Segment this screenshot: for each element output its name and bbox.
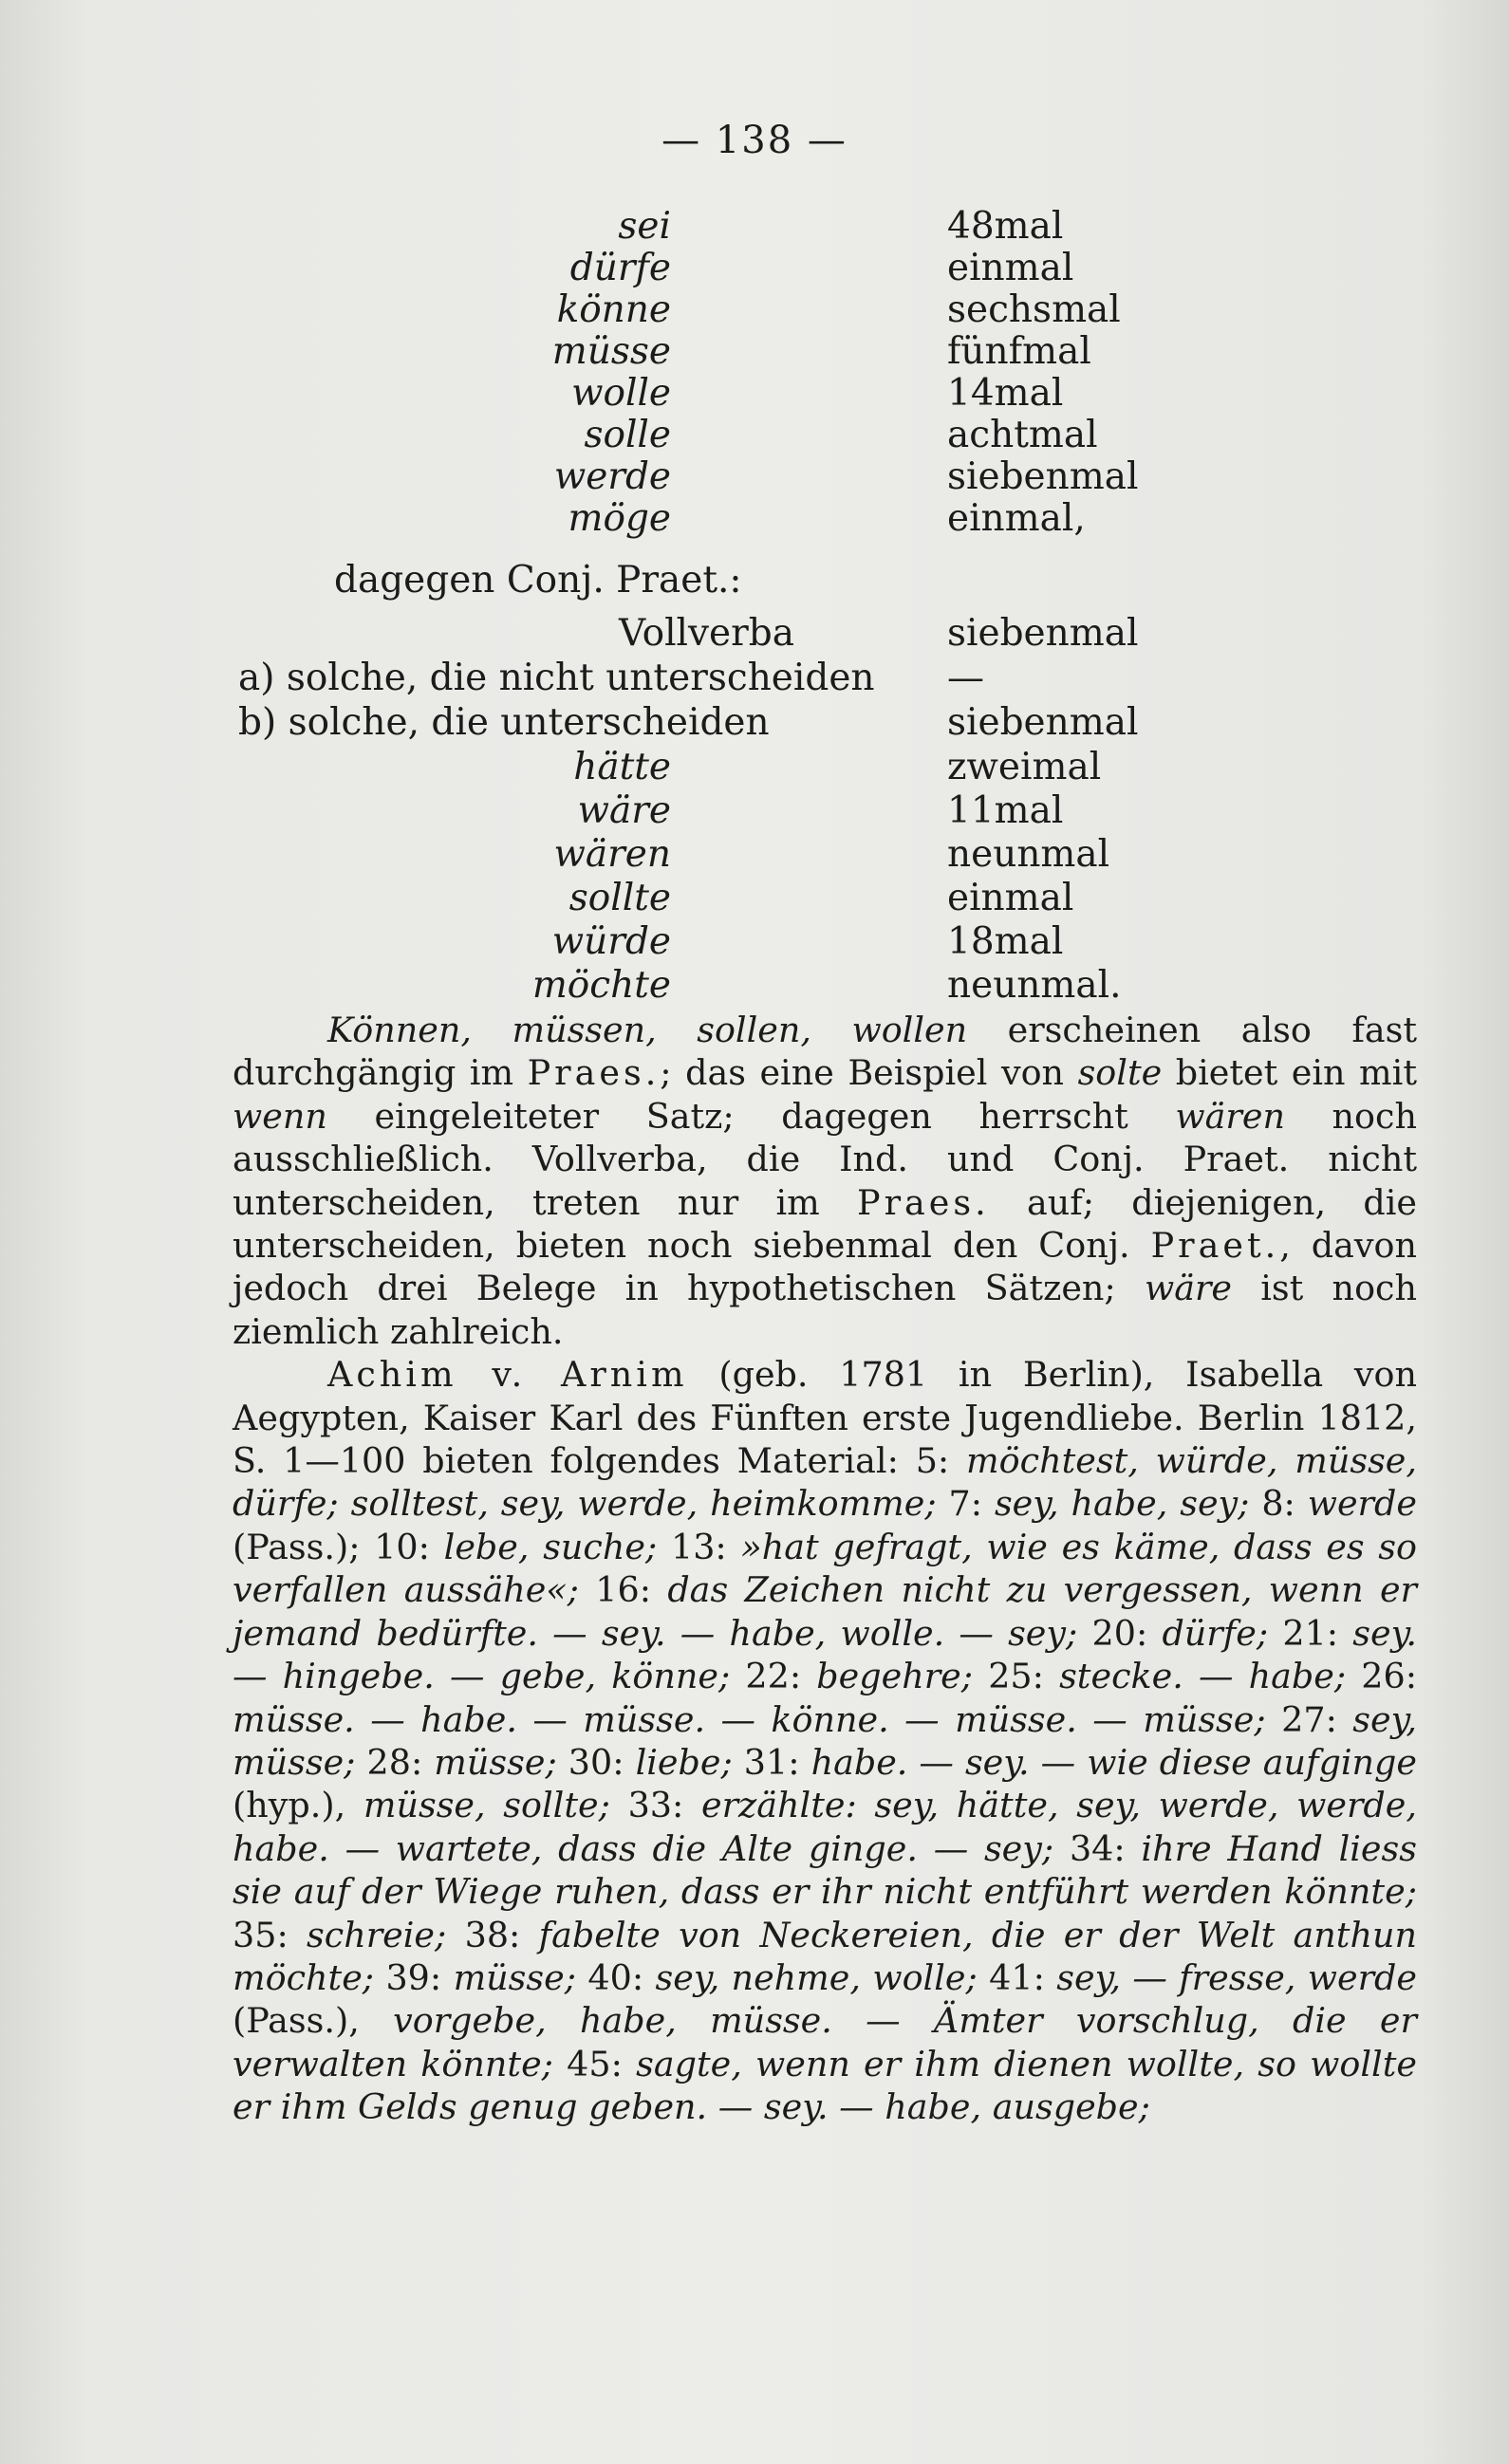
form-cell: wären: [553, 833, 671, 876]
form-cell: würde: [551, 920, 671, 963]
count-cell: 14mal: [947, 372, 1064, 415]
count-cell: einmal: [947, 247, 1074, 289]
form-cell: solle: [584, 414, 671, 456]
count-cell: einmal: [947, 877, 1074, 919]
form-cell: könne: [556, 288, 671, 331]
form-cell: sollte: [568, 877, 671, 919]
form-cell: möge: [568, 497, 671, 540]
form-cell: möchte: [531, 964, 671, 1007]
form-cell: sei: [618, 205, 671, 248]
form-cell: dürfe: [569, 247, 671, 289]
count-cell: neunmal.: [947, 964, 1122, 1007]
count-cell: achtmal: [947, 414, 1098, 456]
count-cell: siebenmal: [947, 612, 1139, 655]
form-cell: wäre: [577, 789, 671, 832]
form-cell: müsse: [551, 330, 671, 373]
section-label: a) solche, die nicht unterscheiden: [238, 657, 875, 699]
count-cell: sechsmal: [947, 288, 1121, 331]
section-label: dagegen Conj. Praet.:: [334, 559, 742, 602]
count-cell: siebenmal: [947, 455, 1139, 498]
count-cell: neunmal: [947, 833, 1110, 876]
body-text: [233, 1009, 1417, 2129]
form-cell: wolle: [571, 372, 671, 415]
section-label: b) solche, die unterscheiden: [238, 701, 770, 744]
paragraph: Achim v. Arnim (geb. 1781 in Berlin), Isabella von Aegypten, Kaiser Karl des Fünften erste Jugendliebe. Berlin 1812, S. 1—100 bieten folgendes Material: 5: möchtest, würde, müsse, dürfe; solltest, sey, werde, heimkomme; 7: sey, habe, sey; 8: werde (Pass.); 10: lebe, suche; 13: »hat gefragt, wie es käme, dass es so verfallen aussähe«; 16: das Zeichen nicht zu vergessen, wenn er jemand bedürfte. — sey. — habe, wolle. — sey; 20: dürfe; 21: sey. — hingebe. — gebe, könne; 22: begehre; 25: stecke. — habe; 26: müsse. — habe. — müsse. — könne. — müsse. — müsse; 27: sey, müsse; 28: müsse; 30: liebe; 31: habe. — sey. — wie diese aufginge (hyp.), müsse, sollte; 33: erzählte: sey, hätte, sey, werde, werde, habe. — wartete, dass die Alte ginge. — sey; 34: ihre Hand liess sie auf der Wiege ruhen, dass er ihr nicht entführt werden könnte; 35: schreie; 38: fabelte von Neckereien, die er der Welt anthun möchte; 39: müsse; 40: sey, nehme, wolle; 41: sey, — fresse, werde (Pass.), vorgebe, habe, müsse. — Ämter vorschlug, die er verwalten könnte; 45: sagte, wenn er ihm dienen wollte, so wollte er ihm Gelds genug geben. — sey. — habe, ausgebe;: [233, 1354, 1418, 2128]
paragraph: Können, müssen, sollen, wollen erscheinen also fast durchgängig im Praes.; das eine Beispiel von solte bietet ein mit wenn eingeleiteter Satz; dagegen herrscht wären noch ausschließlich. Vollverba, die Ind. und Conj. Praet. nicht unterscheiden, treten nur im Praes. auf; diejenigen, die unterscheiden, bieten noch siebenmal den Conj. Praet., davon jedoch drei Belege in hypothetischen Sätzen; wäre ist noch ziemlich zahlreich.: [233, 1010, 1418, 1352]
count-cell: zweimal: [947, 746, 1102, 788]
count-cell: 48mal: [947, 205, 1064, 248]
page-number: — 138 —: [661, 119, 848, 162]
section-label: Vollverba: [619, 612, 794, 655]
count-cell: fünfmal: [947, 330, 1091, 373]
count-cell: —: [947, 657, 984, 699]
count-cell: 11mal: [947, 789, 1064, 832]
count-cell: siebenmal: [947, 701, 1139, 744]
form-cell: hätte: [573, 746, 671, 788]
form-cell: werde: [553, 455, 671, 498]
count-cell: einmal,: [947, 497, 1086, 540]
count-cell: 18mal: [947, 920, 1064, 963]
